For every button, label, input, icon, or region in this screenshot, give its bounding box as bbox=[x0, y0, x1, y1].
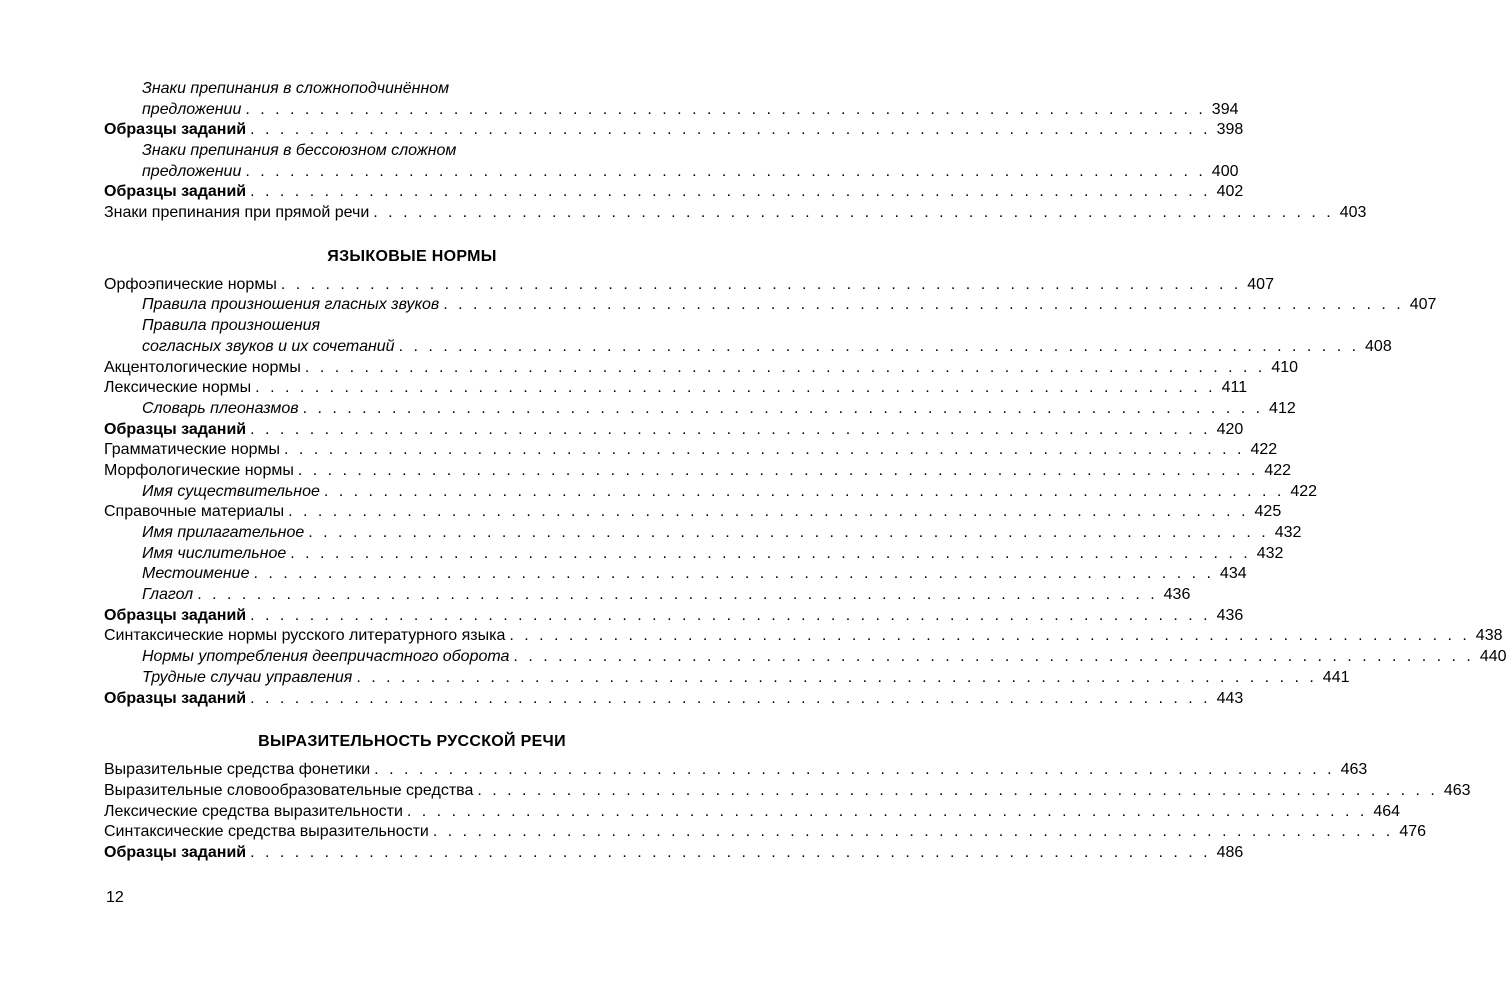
toc-entry-page: 432 bbox=[1274, 524, 1302, 542]
toc-entry-title: Трудные случаи управления bbox=[142, 668, 353, 686]
toc-entry-page: 440 bbox=[1479, 648, 1507, 666]
toc-entry-page: 407 bbox=[1247, 275, 1274, 293]
toc-entry-title: Образцы заданий bbox=[104, 420, 247, 438]
toc-entry-page: 463 bbox=[1340, 761, 1368, 779]
toc-entry bbox=[104, 100, 1239, 121]
toc-entry-page: 403 bbox=[1339, 204, 1367, 222]
toc-leader-dots: . . . . . . . . . . . . . . . . . . . . . . . . . . . . . . . . . . . . . . . . . . . . . . . . . . . . . . . . . . . . . . . . . bbox=[297, 461, 1259, 479]
toc-leader-dots: . . . . . . . . . . . . . . . . . . . . . . . . . . . . . . . . . . . . . . . . . . . . . . . . . . . . . . . . . . . . . . . . . bbox=[509, 627, 1470, 645]
toc-entry-page: 443 bbox=[1216, 689, 1244, 707]
toc-leader-dots: . . . . . . . . . . . . . . . . . . . . . . . . . . . . . . . . . . . . . . . . . . . . . . . . . . . . . . . . . . . . . . . . . bbox=[245, 162, 1206, 180]
toc-entry-title: согласных звуков и их сочетаний bbox=[142, 337, 395, 355]
toc-entry-page: 398 bbox=[1216, 121, 1244, 139]
toc-entry-title: Выразительные средства фонетики bbox=[104, 761, 371, 779]
toc-entry-page: 441 bbox=[1322, 668, 1350, 686]
toc-leader-dots: . . . . . . . . . . . . . . . . . . . . . . . . . . . . . . . . . . . . . . . . . . . . . . . . . . . . . . . . . . . . . . . . . bbox=[250, 843, 1211, 861]
toc-entry-title: Синтаксические нормы русского литературного языка bbox=[104, 627, 506, 645]
toc-entry-title: Акцентологические нормы bbox=[104, 358, 301, 376]
section-heading: ЯЗЫКОВЫЕ НОРМЫ bbox=[327, 247, 497, 265]
toc-leader-dots: . . . . . . . . . . . . . . . . . . . . . . . . . . . . . . . . . . . . . . . . . . . . . . . . . . . . . . . . . . . . . . . . . bbox=[443, 296, 1404, 314]
toc-entry-page: 476 bbox=[1399, 823, 1427, 841]
toc-entry-title: Образцы заданий bbox=[104, 606, 247, 624]
toc-leader-dots: . . . . . . . . . . . . . . . . . . . . . . . . . . . . . . . . . . . . . . . . . . . . . . . . . . . . . . . . . . . . . . . . . bbox=[477, 781, 1438, 799]
toc-entry-page: 436 bbox=[1163, 586, 1191, 604]
toc-leader-dots: . . . . . . . . . . . . . . . . . . . . . . . . . . . . . . . . . . . . . . . . . . . . . . . . . . . . . . . . . . . . . . . . . bbox=[284, 441, 1245, 459]
toc-leader-dots: . . . . . . . . . . . . . . . . . . . . . . . . . . . . . . . . . . . . . . . . . . . . . . . . . . . . . . . . . . . . . . . . . bbox=[245, 100, 1206, 118]
toc-entry-page: 407 bbox=[1409, 296, 1437, 314]
toc-entry-page: 436 bbox=[1216, 606, 1244, 624]
toc-entry bbox=[104, 203, 1367, 224]
toc-leader-dots: . . . . . . . . . . . . . . . . . . . . . . . . . . . . . . . . . . . . . . . . . . . . . . . . . . . . . . . . . . . . . . . . . bbox=[250, 689, 1211, 707]
section-heading: ВЫРАЗИТЕЛЬНОСТЬ РУССКОЙ РЕЧИ bbox=[258, 733, 566, 751]
toc-entry bbox=[104, 440, 1278, 461]
toc-entry bbox=[104, 564, 1247, 585]
toc-leader-dots: . . . . . . . . . . . . . . . . . . . . . . . . . . . . . . . . . . . . . . . . . . . . . . . . . . . . . . . . . . . . . . . . . bbox=[302, 399, 1264, 417]
toc-entry-title: Лексические средства выразительности bbox=[104, 802, 403, 820]
toc-entry-title: Правила произношения гласных звуков bbox=[142, 296, 440, 314]
toc-leader-dots: . . . . . . . . . . . . . . . . . . . . . . . . . . . . . . . . . . . . . . . . . . . . . . . . . . . . . . . . . . . . . . . . . bbox=[250, 420, 1211, 438]
toc-entry-title: предложении bbox=[142, 162, 242, 180]
toc-entry-title: Справочные материалы bbox=[104, 503, 285, 521]
toc-entry-title: предложении bbox=[142, 100, 242, 118]
toc-entry bbox=[104, 502, 1282, 523]
toc-entry-title: Словарь плеоназмов bbox=[142, 399, 299, 417]
toc-entry bbox=[104, 668, 1350, 689]
toc-leader-dots: . . . . . . . . . . . . . . . . . . . . . . . . . . . . . . . . . . . . . . . . . . . . . . . . . . . . . . . . . . . . . . . . . bbox=[304, 358, 1266, 376]
toc-entry-title: Синтаксические средства выразительности bbox=[104, 823, 429, 841]
toc-entry-title: Образцы заданий bbox=[104, 183, 247, 201]
toc-entry-page: 422 bbox=[1250, 441, 1278, 459]
toc-entry bbox=[104, 275, 1274, 296]
toc-entry-title: Орфоэпические нормы bbox=[104, 275, 277, 293]
toc-entry bbox=[104, 420, 1244, 441]
toc-entry-title: Образцы заданий bbox=[104, 689, 247, 707]
toc-entry-page: 410 bbox=[1271, 358, 1299, 376]
toc-leader-dots: . . . . . . . . . . . . . . . . . . . . . . . . . . . . . . . . . . . . . . . . . . . . . . . . . . . . . . . . . . . . . . . . . bbox=[406, 802, 1368, 820]
toc-entry bbox=[104, 461, 1292, 482]
toc-entry-title: Нормы употребления деепричастного оборота bbox=[142, 648, 510, 666]
toc-leader-dots: . . . . . . . . . . . . . . . . . . . . . . . . . . . . . . . . . . . . . . . . . . . . . . . . . . . . . . . . . . . . . . . . . bbox=[280, 275, 1242, 293]
toc-entry bbox=[104, 182, 1244, 203]
toc-entry-page: 463 bbox=[1443, 781, 1471, 799]
toc-entry-title: Имя числительное bbox=[142, 544, 287, 562]
toc-entry bbox=[104, 337, 1392, 358]
toc-entry-title: Знаки препинания в бессоюзном сложном bbox=[142, 142, 457, 160]
toc-entry-page: 422 bbox=[1264, 461, 1292, 479]
toc-entry-title: Имя существительное bbox=[142, 482, 320, 500]
toc-leader-dots: . . . . . . . . . . . . . . . . . . . . . . . . . . . . . . . . . . . . . . . . . . . . . . . . . . . . . . . . . . . . . . . . . bbox=[197, 586, 1158, 604]
toc-entry bbox=[104, 296, 1437, 317]
toc-entry bbox=[104, 316, 720, 337]
toc-leader-dots: . . . . . . . . . . . . . . . . . . . . . . . . . . . . . . . . . . . . . . . . . . . . . . . . . . . . . . . . . . . . . . . . . bbox=[255, 379, 1216, 397]
toc-entry-title: Глагол bbox=[142, 586, 194, 604]
toc-leader-dots: . . . . . . . . . . . . . . . . . . . . . . . . . . . . . . . . . . . . . . . . . . . . . . . . . . . . . . . . . . . . . . . . . bbox=[513, 648, 1474, 666]
toc-leader-dots: . . . . . . . . . . . . . . . . . . . . . . . . . . . . . . . . . . . . . . . . . . . . . . . . . . . . . . . . . . . . . . . . . bbox=[398, 337, 1360, 355]
toc-entry-page: 432 bbox=[1256, 544, 1284, 562]
toc-entry-title: Знаки препинания при прямой речи bbox=[104, 204, 370, 222]
toc-leader-dots: . . . . . . . . . . . . . . . . . . . . . . . . . . . . . . . . . . . . . . . . . . . . . . . . . . . . . . . . . . . . . . . . . bbox=[374, 761, 1335, 779]
toc-leader-dots: . . . . . . . . . . . . . . . . . . . . . . . . . . . . . . . . . . . . . . . . . . . . . . . . . . . . . . . . . . . . . . . . . bbox=[290, 544, 1251, 562]
toc-entry bbox=[104, 162, 1239, 183]
toc-leader-dots: . . . . . . . . . . . . . . . . . . . . . . . . . . . . . . . . . . . . . . . . . . . . . . . . . . . . . . . . . . . . . . . . . bbox=[323, 482, 1285, 500]
toc-entry-page: 408 bbox=[1365, 337, 1392, 355]
toc-entry bbox=[104, 358, 1299, 379]
toc-entry bbox=[104, 399, 1296, 420]
toc-entry bbox=[104, 781, 1471, 802]
toc-entry bbox=[104, 523, 1302, 544]
toc-leader-dots: . . . . . . . . . . . . . . . . . . . . . . . . . . . . . . . . . . . . . . . . . . . . . . . . . . . . . . . . . . . . . . . . . bbox=[356, 668, 1317, 686]
toc-entry-page: 438 bbox=[1475, 627, 1503, 645]
toc-entry bbox=[104, 141, 720, 162]
toc-entry bbox=[104, 378, 1248, 399]
toc-entry bbox=[104, 689, 1244, 710]
toc-entry-page: 400 bbox=[1211, 162, 1239, 180]
toc-entry-page: 464 bbox=[1373, 802, 1401, 820]
toc-entry bbox=[104, 627, 1503, 648]
toc-entry bbox=[104, 585, 1191, 606]
toc-entry bbox=[104, 120, 1244, 141]
toc-leader-dots: . . . . . . . . . . . . . . . . . . . . . . . . . . . . . . . . . . . . . . . . . . . . . . . . . . . . . . . . . . . . . . . . . bbox=[250, 121, 1211, 139]
toc-leader-dots: . . . . . . . . . . . . . . . . . . . . . . . . . . . . . . . . . . . . . . . . . . . . . . . . . . . . . . . . . . . . . . . . . bbox=[288, 503, 1249, 521]
toc-entry bbox=[104, 843, 1244, 864]
toc-entry-page: 420 bbox=[1216, 420, 1244, 438]
toc-leader-dots: . . . . . . . . . . . . . . . . . . . . . . . . . . . . . . . . . . . . . . . . . . . . . . . . . . . . . . . . . . . . . . . . . bbox=[308, 524, 1269, 542]
toc-entry bbox=[104, 822, 1427, 843]
toc-leader-dots: . . . . . . . . . . . . . . . . . . . . . . . . . . . . . . . . . . . . . . . . . . . . . . . . . . . . . . . . . . . . . . . . . bbox=[373, 204, 1334, 222]
toc-entry bbox=[104, 802, 1401, 823]
toc-leader-dots: . . . . . . . . . . . . . . . . . . . . . . . . . . . . . . . . . . . . . . . . . . . . . . . . . . . . . . . . . . . . . . . . . bbox=[250, 183, 1211, 201]
page-number: 12 bbox=[106, 889, 124, 906]
toc-entry-page: 402 bbox=[1216, 183, 1244, 201]
toc-leader-dots: . . . . . . . . . . . . . . . . . . . . . . . . . . . . . . . . . . . . . . . . . . . . . . . . . . . . . . . . . . . . . . . . . bbox=[250, 606, 1211, 624]
toc-entry-title: Лексические нормы bbox=[104, 379, 252, 397]
toc-entry-title: Правила произношения bbox=[142, 317, 321, 335]
toc-entry-title: Выразительные словообразовательные средства bbox=[104, 781, 474, 799]
toc-entry bbox=[104, 79, 720, 100]
toc-entry-page: 394 bbox=[1211, 100, 1239, 118]
toc-entry-page: 434 bbox=[1219, 565, 1247, 583]
toc-entry-page: 422 bbox=[1290, 482, 1318, 500]
toc-entry-page: 486 bbox=[1216, 843, 1244, 861]
toc-entry-page: 412 bbox=[1269, 399, 1296, 417]
toc-entry-title: Образцы заданий bbox=[104, 843, 247, 861]
toc-entry-title: Знаки препинания в сложноподчинённом bbox=[142, 80, 450, 97]
toc-entry-page: 411 bbox=[1221, 379, 1248, 397]
toc-entry-title: Образцы заданий bbox=[104, 121, 247, 139]
toc-entry bbox=[104, 760, 1368, 781]
toc-leader-dots: . . . . . . . . . . . . . . . . . . . . . . . . . . . . . . . . . . . . . . . . . . . . . . . . . . . . . . . . . . . . . . . . . bbox=[253, 565, 1214, 583]
toc-entry-title: Грамматические нормы bbox=[104, 441, 281, 459]
table-of-contents bbox=[104, 79, 1507, 864]
toc-entry-title: Морфологические нормы bbox=[104, 461, 294, 479]
toc-entry bbox=[104, 544, 1284, 565]
toc-entry bbox=[104, 482, 1318, 503]
toc-entry bbox=[104, 606, 1244, 627]
toc-leader-dots: . . . . . . . . . . . . . . . . . . . . . . . . . . . . . . . . . . . . . . . . . . . . . . . . . . . . . . . . . . . . . . . . . bbox=[432, 823, 1394, 841]
toc-entry-title: Местоимение bbox=[142, 565, 250, 583]
toc-entry bbox=[104, 647, 1507, 668]
toc-entry-page: 425 bbox=[1254, 503, 1282, 521]
toc-entry-title: Имя прилагательное bbox=[142, 524, 305, 542]
